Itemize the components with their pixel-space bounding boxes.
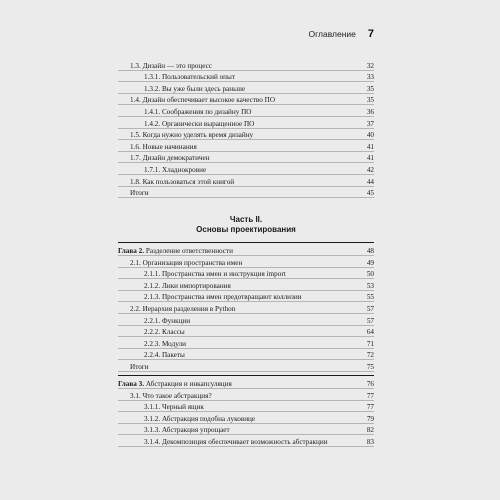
toc-entry[interactable] <box>118 256 374 268</box>
chapter-prefix: Глава 2. <box>118 247 145 255</box>
toc-page: 48 <box>366 247 374 255</box>
toc-label: Итоги <box>130 189 149 198</box>
toc-entry[interactable] <box>118 175 374 187</box>
toc-entry[interactable] <box>118 401 374 413</box>
toc-entries-ch3 <box>118 389 374 447</box>
toc-entry[interactable] <box>118 105 374 117</box>
toc-label: 2.1. Организация пространства имен <box>130 258 243 267</box>
chapter-title: Разделение ответственности <box>145 247 233 255</box>
toc-label: 3.1.1. Черный ящик <box>144 403 204 412</box>
toc-page: 71 <box>366 339 374 348</box>
toc-page: 57 <box>366 304 374 313</box>
toc-entry[interactable] <box>118 349 374 361</box>
toc-section-chapter3 <box>118 371 374 447</box>
toc-section-part1 <box>118 59 374 198</box>
toc-page: 41 <box>366 154 374 163</box>
toc-page: 57 <box>366 316 374 325</box>
toc-page: 50 <box>366 270 374 279</box>
running-title: Оглавление <box>308 29 356 39</box>
toc-entry[interactable] <box>118 326 374 338</box>
toc-label: 1.8. Как пользоваться этой книгой <box>130 177 235 186</box>
toc-page: 41 <box>366 142 374 151</box>
toc-entry[interactable] <box>118 424 374 436</box>
toc-entry[interactable] <box>118 314 374 326</box>
toc-entry[interactable] <box>118 117 374 129</box>
toc-label: 1.7. Дизайн демократичен <box>130 154 210 163</box>
toc-entry[interactable] <box>118 435 374 447</box>
toc-entry[interactable] <box>118 152 374 164</box>
toc-label: 1.4. Дизайн обеспечивает высокое качество ПО <box>130 96 276 105</box>
toc-entry[interactable] <box>118 140 374 152</box>
toc-entries-ch2 <box>118 256 374 372</box>
toc-label: 1.5. Когда нужно уделять время дизайну <box>130 131 254 140</box>
toc-label: 2.2.2. Классы <box>144 328 185 337</box>
toc-page: 35 <box>366 84 374 93</box>
toc-page: 42 <box>366 165 374 174</box>
toc-label: 2.1.1. Пространства имен и инструкция import <box>144 270 286 279</box>
toc-page: 77 <box>366 391 374 400</box>
toc-entry[interactable] <box>118 59 374 71</box>
toc-entry[interactable] <box>118 412 374 424</box>
toc-page: 33 <box>366 73 374 82</box>
toc-label: 2.1.3. Пространства имен предотвращают коллизии <box>144 293 302 302</box>
toc-label: 2.1.2. Лики импортирования <box>144 281 231 290</box>
toc-page: 83 <box>366 437 374 446</box>
toc-page: 72 <box>366 351 374 360</box>
toc-page: 79 <box>366 414 374 423</box>
toc-entry[interactable] <box>118 163 374 175</box>
running-header <box>110 28 374 40</box>
part-title: Основы проектирования <box>196 225 296 234</box>
toc-page: 64 <box>366 328 374 337</box>
toc-label: 1.3.1. Пользовательский опыт <box>144 73 235 82</box>
chapter-title: Абстракция и инкапсуляция <box>145 380 232 388</box>
toc-label: 2.2.4. Пакеты <box>144 351 185 360</box>
toc-label: 2.2. Иерархия разделения в Python <box>130 304 236 313</box>
toc-label: Итоги <box>130 362 149 371</box>
page-number: 7 <box>367 28 374 40</box>
toc-page: 44 <box>366 177 374 186</box>
toc-page: 35 <box>366 96 374 105</box>
toc-label: 1.3.2. Вы уже были здесь раньше <box>144 84 246 93</box>
toc-chapter-2[interactable] <box>118 243 374 256</box>
toc-page: 37 <box>366 119 374 128</box>
toc-entry[interactable] <box>118 71 374 83</box>
toc-page: 55 <box>366 293 374 302</box>
toc-label: 1.6. Новые начинания <box>130 142 197 151</box>
toc-page: 76 <box>366 380 374 388</box>
toc-page: 49 <box>366 258 374 267</box>
toc-page: 36 <box>366 107 374 116</box>
toc-label: 1.4.2. Органически выращенное ПО <box>144 119 255 128</box>
toc-page: 45 <box>366 189 374 198</box>
toc-entry[interactable] <box>118 129 374 141</box>
toc-entry[interactable] <box>118 94 374 106</box>
toc-label: 2.2.1. Функции <box>144 316 191 325</box>
chapter-prefix: Глава 3. <box>118 380 145 388</box>
part-heading <box>118 215 374 235</box>
toc-label: 3.1.4. Декомпозиция обеспечивает возможность абстракции <box>144 437 328 446</box>
toc-entry[interactable] <box>118 82 374 94</box>
toc-page: 40 <box>366 131 374 140</box>
toc-label: 1.3. Дизайн — это процесс <box>130 61 212 70</box>
toc-entry[interactable] <box>118 291 374 303</box>
toc-entry[interactable] <box>118 279 374 291</box>
toc-page: 82 <box>366 426 374 435</box>
toc-section-chapter2 <box>118 238 374 372</box>
toc-page: 77 <box>366 403 374 412</box>
toc-label: 3.1.2. Абстракция подобна луковице <box>144 414 256 423</box>
toc-label: 1.4.1. Соображения по дизайну ПО <box>144 107 252 116</box>
toc-entry[interactable] <box>118 268 374 280</box>
part-number: Часть II. <box>229 215 263 224</box>
toc-page: 75 <box>366 362 374 371</box>
toc-label: 3.1. Что такое абстракция? <box>130 391 212 400</box>
toc-label: 1.7.1. Хладнокровие <box>144 165 207 174</box>
toc-label: 2.2.3. Модули <box>144 339 186 348</box>
toc-entry[interactable] <box>118 187 374 199</box>
toc-chapter-3[interactable] <box>118 376 374 389</box>
toc-label: 3.1.3. Абстракция упрощает <box>144 426 230 435</box>
toc-entry[interactable] <box>118 302 374 314</box>
toc-page: 32 <box>366 61 374 70</box>
toc-page: 53 <box>366 281 374 290</box>
toc-entry[interactable] <box>118 337 374 349</box>
toc-entry[interactable] <box>118 389 374 401</box>
